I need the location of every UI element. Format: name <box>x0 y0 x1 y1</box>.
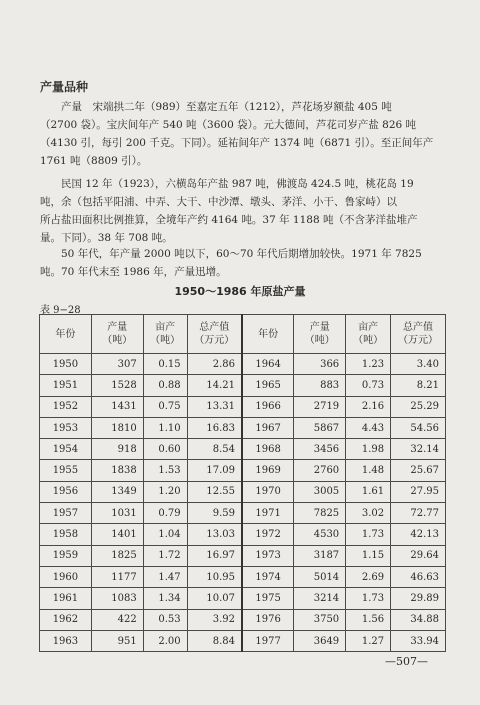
cell-output: 2760 <box>294 460 346 481</box>
cell-year: 1975 <box>242 588 294 609</box>
cell-value: 27.95 <box>391 481 446 502</box>
cell-output: 4530 <box>294 524 346 545</box>
cell-yield: 0.75 <box>143 396 187 417</box>
cell-year: 1966 <box>242 396 294 417</box>
cell-year: 1960 <box>40 566 92 587</box>
cell-yield: 2.16 <box>346 396 391 417</box>
cell-yield: 1.15 <box>346 545 391 566</box>
cell-yield: 1.34 <box>143 588 187 609</box>
text-line: （4130 引，每引 200 千克。下同）。延祐间年产 1374 吨（6871 引）。至正间年产 <box>40 137 434 149</box>
table-title: 1950～1986 年原盐产量 <box>174 285 306 298</box>
cell-yield: 2.00 <box>143 630 187 651</box>
cell-value: 33.94 <box>391 630 446 651</box>
cell-year: 1967 <box>242 417 294 438</box>
text-line: 1761 吨（8809 引）。 <box>40 155 148 167</box>
cell-yield: 1.98 <box>346 439 391 460</box>
paragraph-modern-era <box>40 245 440 281</box>
cell-value: 9.59 <box>187 503 242 524</box>
cell-output: 307 <box>91 354 143 375</box>
table-row <box>40 417 446 438</box>
table-row <box>40 439 446 460</box>
cell-yield: 4.43 <box>346 417 391 438</box>
cell-year: 1974 <box>242 566 294 587</box>
cell-year: 1965 <box>242 375 294 396</box>
cell-output: 1528 <box>91 375 143 396</box>
cell-yield: 1.04 <box>143 524 187 545</box>
cell-output: 883 <box>294 375 346 396</box>
text-line: 吨。70 年代末至 1986 年，产量迅增。 <box>40 266 227 278</box>
table-row <box>40 588 446 609</box>
cell-yield: 1.72 <box>143 545 187 566</box>
text-line: （2700 袋）。宝庆间年产 540 吨（3600 袋）。元大德间，芦花司岁产盐 826 吨 <box>40 119 417 131</box>
cell-output: 1349 <box>91 481 143 502</box>
cell-yield: 0.60 <box>143 439 187 460</box>
cell-yield: 1.20 <box>143 481 187 502</box>
cell-yield: 1.47 <box>143 566 187 587</box>
cell-yield: 1.27 <box>346 630 391 651</box>
cell-output: 1838 <box>91 460 143 481</box>
cell-output: 5867 <box>294 417 346 438</box>
cell-output: 1083 <box>91 588 143 609</box>
header-value: 总产值 （万元） <box>391 315 446 354</box>
cell-yield: 0.88 <box>143 375 187 396</box>
cell-year: 1977 <box>242 630 294 651</box>
cell-year: 1964 <box>242 354 294 375</box>
cell-value: 3.40 <box>391 354 446 375</box>
header-output: 产量 （吨） <box>294 315 346 354</box>
cell-value: 13.31 <box>187 396 242 417</box>
text-line: 所占盐田面积比例推算，全境年产约 4164 吨。37 年 1188 吨（不含茅洋盐堆产 <box>40 214 418 226</box>
cell-year: 1956 <box>40 481 92 502</box>
cell-value: 72.77 <box>391 503 446 524</box>
cell-value: 17.09 <box>187 460 242 481</box>
cell-value: 29.89 <box>391 588 446 609</box>
cell-value: 3.92 <box>187 609 242 630</box>
text-line: 50 年代，年产量 2000 吨以下，60～70 年代后期增加较快。1971 年 7825 <box>61 248 422 260</box>
cell-year: 1968 <box>242 439 294 460</box>
cell-year: 1953 <box>40 417 92 438</box>
salt-output-table <box>39 314 446 652</box>
cell-year: 1973 <box>242 545 294 566</box>
cell-yield: 0.15 <box>143 354 187 375</box>
cell-value: 8.84 <box>187 630 242 651</box>
paragraph-republic-era <box>40 175 440 247</box>
cell-value: 54.56 <box>391 417 446 438</box>
cell-output: 1825 <box>91 545 143 566</box>
table-body <box>40 354 446 652</box>
cell-output: 422 <box>91 609 143 630</box>
table-header-row <box>40 315 446 354</box>
cell-yield: 1.56 <box>346 609 391 630</box>
cell-output: 7825 <box>294 503 346 524</box>
cell-output: 1810 <box>91 417 143 438</box>
cell-yield: 0.53 <box>143 609 187 630</box>
table-row <box>40 375 446 396</box>
cell-year: 1955 <box>40 460 92 481</box>
cell-year: 1961 <box>40 588 92 609</box>
cell-yield: 1.23 <box>346 354 391 375</box>
table-row <box>40 609 446 630</box>
cell-output: 1031 <box>91 503 143 524</box>
cell-output: 3187 <box>294 545 346 566</box>
cell-year: 1976 <box>242 609 294 630</box>
cell-value: 42.13 <box>391 524 446 545</box>
cell-output: 3750 <box>294 609 346 630</box>
cell-yield: 3.02 <box>346 503 391 524</box>
cell-output: 366 <box>294 354 346 375</box>
header-yield: 亩产 （吨） <box>346 315 391 354</box>
table-row <box>40 524 446 545</box>
cell-yield: 1.61 <box>346 481 391 502</box>
cell-yield: 2.69 <box>346 566 391 587</box>
cell-year: 1954 <box>40 439 92 460</box>
cell-output: 1177 <box>91 566 143 587</box>
cell-yield: 1.48 <box>346 460 391 481</box>
cell-output: 3005 <box>294 481 346 502</box>
cell-value: 10.95 <box>187 566 242 587</box>
cell-output: 2719 <box>294 396 346 417</box>
cell-output: 3214 <box>294 588 346 609</box>
cell-value: 12.55 <box>187 481 242 502</box>
cell-value: 34.88 <box>391 609 446 630</box>
cell-value: 8.54 <box>187 439 242 460</box>
page-number: —507— <box>385 655 428 668</box>
cell-value: 13.03 <box>187 524 242 545</box>
header-value: 总产值 （万元） <box>187 315 242 354</box>
table-row <box>40 566 446 587</box>
cell-value: 10.07 <box>187 588 242 609</box>
cell-year: 1969 <box>242 460 294 481</box>
table-row <box>40 460 446 481</box>
cell-yield: 1.73 <box>346 524 391 545</box>
header-year: 年份 <box>40 315 92 354</box>
cell-yield: 0.73 <box>346 375 391 396</box>
cell-output: 5014 <box>294 566 346 587</box>
paragraph-output-history <box>40 98 440 170</box>
cell-output: 918 <box>91 439 143 460</box>
text-line: 量。下同）。38 年 708 吨。 <box>40 232 173 244</box>
cell-yield: 1.53 <box>143 460 187 481</box>
cell-value: 46.63 <box>391 566 446 587</box>
cell-output: 951 <box>91 630 143 651</box>
cell-year: 1952 <box>40 396 92 417</box>
cell-output: 3649 <box>294 630 346 651</box>
cell-year: 1970 <box>242 481 294 502</box>
cell-yield: 0.79 <box>143 503 187 524</box>
table-row <box>40 354 446 375</box>
cell-year: 1971 <box>242 503 294 524</box>
text-line: 产量 宋端拱二年（989）至嘉定五年（1212），芦花场岁额盐 405 吨 <box>61 101 392 113</box>
table-row <box>40 481 446 502</box>
cell-yield: 1.10 <box>143 417 187 438</box>
cell-value: 25.67 <box>391 460 446 481</box>
table-number: 表 9−28 <box>40 305 81 316</box>
cell-value: 16.97 <box>187 545 242 566</box>
table-row <box>40 503 446 524</box>
cell-year: 1951 <box>40 375 92 396</box>
cell-yield: 1.73 <box>346 588 391 609</box>
cell-output: 1401 <box>91 524 143 545</box>
cell-output: 3456 <box>294 439 346 460</box>
cell-value: 32.14 <box>391 439 446 460</box>
cell-year: 1972 <box>242 524 294 545</box>
cell-value: 2.86 <box>187 354 242 375</box>
section-heading: 产量品种 <box>40 80 89 94</box>
table-row <box>40 545 446 566</box>
cell-output: 1431 <box>91 396 143 417</box>
table-row <box>40 396 446 417</box>
cell-year: 1963 <box>40 630 92 651</box>
cell-year: 1962 <box>40 609 92 630</box>
table-row <box>40 630 446 651</box>
header-output: 产量 （吨） <box>91 315 143 354</box>
text-line: 民国 12 年（1923），六横岛年产盐 987 吨，佛渡岛 424.5 吨，桃花岛 19 <box>61 178 414 190</box>
cell-year: 1950 <box>40 354 92 375</box>
cell-value: 16.83 <box>187 417 242 438</box>
cell-year: 1958 <box>40 524 92 545</box>
header-year: 年份 <box>242 315 294 354</box>
header-yield: 亩产 （吨） <box>143 315 187 354</box>
cell-value: 8.21 <box>391 375 446 396</box>
cell-year: 1959 <box>40 545 92 566</box>
cell-value: 29.64 <box>391 545 446 566</box>
cell-value: 25.29 <box>391 396 446 417</box>
cell-year: 1957 <box>40 503 92 524</box>
text-line: 吨，余（包括平阳浦、中弄、大干、中沙潭、墩头、茅洋、小干、鲁家峙）以 <box>40 196 397 208</box>
cell-value: 14.21 <box>187 375 242 396</box>
